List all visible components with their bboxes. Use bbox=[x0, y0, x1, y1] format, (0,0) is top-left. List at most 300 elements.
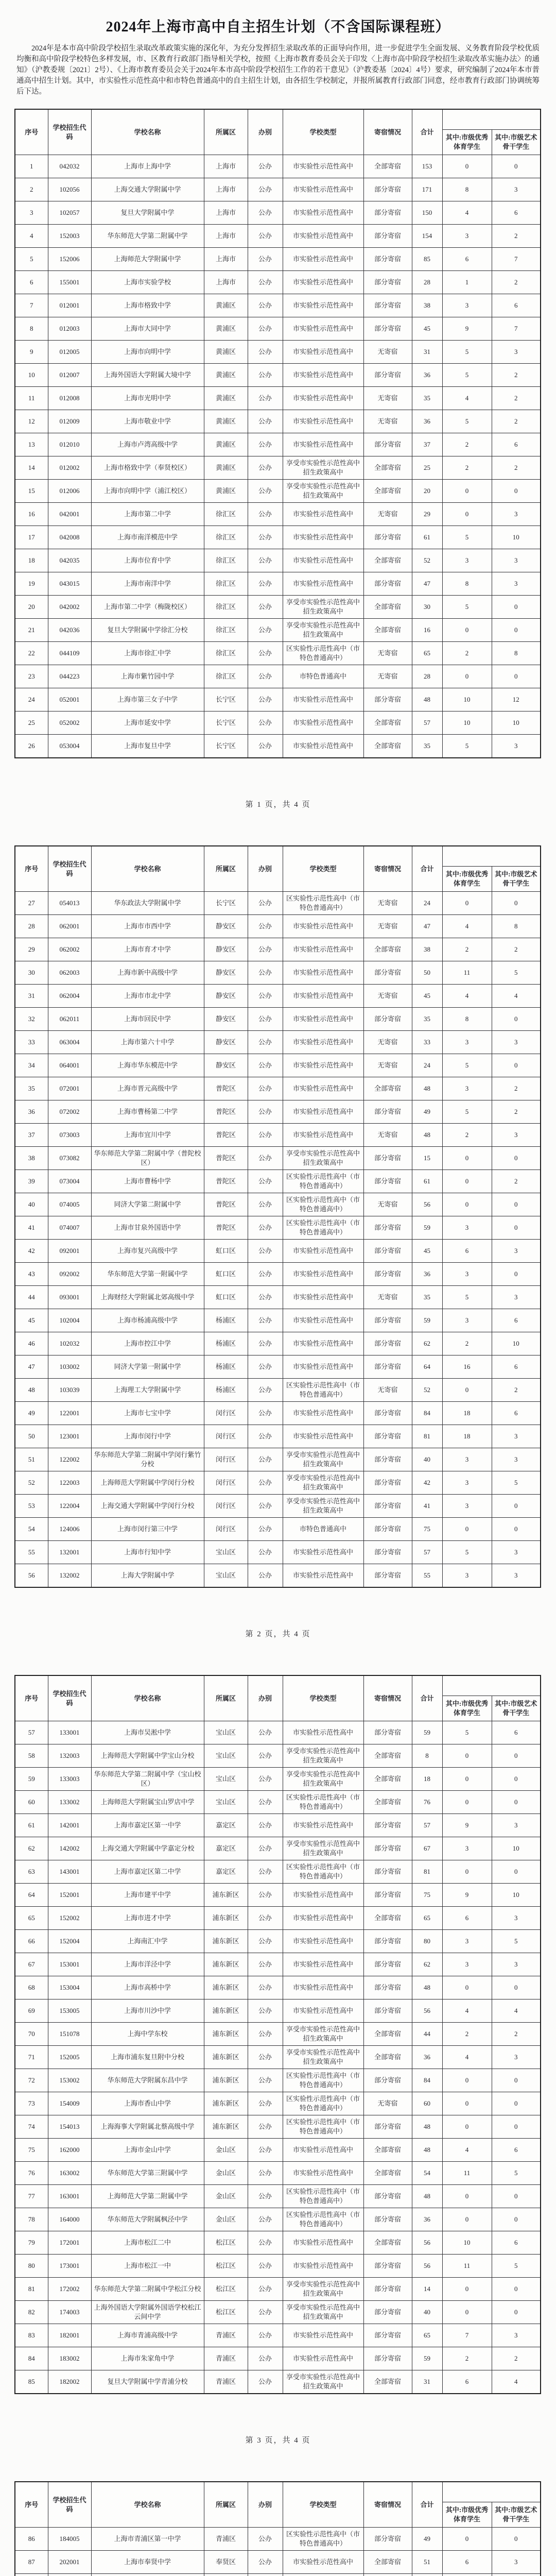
sports-cell: 16 bbox=[442, 1355, 492, 1379]
seq-cell: 55 bbox=[15, 1541, 48, 1564]
school_type-cell: 市实验性示范性高中 bbox=[283, 225, 363, 248]
sports-cell: 11 bbox=[442, 961, 492, 985]
boarding-cell: 部分寄宿 bbox=[363, 1518, 412, 1541]
district-cell: 普陀区 bbox=[204, 1100, 248, 1124]
district-cell: 宝山区 bbox=[204, 1744, 248, 1768]
school_type-cell: 享受市实验性示范性高中招生政策高中 bbox=[283, 2023, 363, 2046]
seq-cell: 63 bbox=[15, 1860, 48, 1884]
code-cell: 012003 bbox=[48, 317, 91, 341]
code-cell: 092001 bbox=[48, 1240, 91, 1263]
code-cell: 012010 bbox=[48, 433, 91, 456]
boarding-cell: 部分寄宿 bbox=[363, 201, 412, 225]
boarding-cell: 部分寄宿 bbox=[363, 1721, 412, 1744]
name-cell: 上海市闵行第三中学 bbox=[91, 1518, 204, 1541]
total-cell: 59 bbox=[412, 2347, 442, 2370]
district-cell: 黄浦区 bbox=[204, 480, 248, 503]
sports-cell: 4 bbox=[442, 201, 492, 225]
sports-cell: 5 bbox=[442, 1286, 492, 1309]
art-cell: 2 bbox=[492, 1077, 541, 1100]
school_type-cell: 市实验性示范性高中 bbox=[283, 364, 363, 387]
name-cell: 上海师范大学附属中学闵行分校 bbox=[91, 1471, 204, 1495]
district-cell: 徐汇区 bbox=[204, 526, 248, 549]
sports-cell: 0 bbox=[442, 2301, 492, 2324]
art-cell: 0 bbox=[492, 1216, 541, 1240]
table-row bbox=[15, 1054, 541, 1077]
district-cell: 黄浦区 bbox=[204, 341, 248, 364]
ownership-cell: 公办 bbox=[248, 294, 283, 317]
ownership-cell: 公办 bbox=[248, 341, 283, 364]
school_type-cell: 区实验性示范性高中（市特色普通高中） bbox=[283, 2069, 363, 2092]
total-cell: 40 bbox=[412, 1448, 442, 1471]
table-row bbox=[15, 2046, 541, 2069]
boarding-cell: 部分寄宿 bbox=[363, 1999, 412, 2023]
name-cell: 复旦大学附属中学 bbox=[91, 201, 204, 225]
ownership-cell: 公办 bbox=[248, 1193, 283, 1216]
sports-cell: 0 bbox=[442, 2069, 492, 2092]
art-cell: 2 bbox=[492, 387, 541, 410]
seq-cell: 22 bbox=[15, 642, 48, 665]
district-cell: 黄浦区 bbox=[204, 387, 248, 410]
seq-cell: 51 bbox=[15, 1448, 48, 1471]
name-cell: 上海市松江二中 bbox=[91, 2231, 204, 2255]
total-cell: 15 bbox=[412, 1147, 442, 1170]
sports-cell: 2 bbox=[442, 1124, 492, 1147]
school_type-cell: 市实验性示范性高中 bbox=[283, 915, 363, 938]
code-cell: 012008 bbox=[48, 387, 91, 410]
header-subtotal-spacer bbox=[442, 2482, 541, 2502]
seq-cell: 29 bbox=[15, 938, 48, 961]
boarding-cell: 全部寄宿 bbox=[363, 2370, 412, 2394]
name-cell: 上海市复兴高级中学 bbox=[91, 1240, 204, 1263]
header-district: 所属区 bbox=[204, 846, 248, 892]
art-cell: 3 bbox=[492, 735, 541, 758]
table-row bbox=[15, 711, 541, 735]
header-name: 学校名称 bbox=[91, 1675, 204, 1721]
table-row bbox=[15, 549, 541, 572]
total-cell: 47 bbox=[412, 572, 442, 596]
name-cell: 上海市吴淞中学 bbox=[91, 1721, 204, 1744]
code-cell: 102032 bbox=[48, 1332, 91, 1355]
seq-cell: 8 bbox=[15, 317, 48, 341]
table-row bbox=[15, 1147, 541, 1170]
ownership-cell: 公办 bbox=[248, 2347, 283, 2370]
art-cell: 0 bbox=[492, 1744, 541, 1768]
table-row bbox=[15, 2115, 541, 2139]
school_type-cell: 市实验性示范性高中 bbox=[283, 2324, 363, 2347]
art-cell: 0 bbox=[492, 1054, 541, 1077]
sports-cell: 0 bbox=[442, 1768, 492, 1791]
total-cell: 81 bbox=[412, 1860, 442, 1884]
art-cell: 0 bbox=[492, 619, 541, 642]
seq-cell: 77 bbox=[15, 2185, 48, 2208]
code-cell: 153001 bbox=[48, 1953, 91, 1976]
boarding-cell: 无寄宿 bbox=[363, 892, 412, 915]
boarding-cell: 全部寄宿 bbox=[363, 1791, 412, 1814]
art-cell: 12 bbox=[492, 688, 541, 711]
art-cell: 10 bbox=[492, 526, 541, 549]
seq-cell: 79 bbox=[15, 2231, 48, 2255]
seq-cell: 9 bbox=[15, 341, 48, 364]
art-cell: 3 bbox=[492, 572, 541, 596]
name-cell: 上海市华东模范中学 bbox=[91, 1054, 204, 1077]
seq-cell: 17 bbox=[15, 526, 48, 549]
district-cell: 徐汇区 bbox=[204, 619, 248, 642]
name-cell: 上海市宜川中学 bbox=[91, 1124, 204, 1147]
intro-paragraph: 2024年是本市高中阶段学校招生录取改革政策实施的深化年，为充分发挥招生录取改革的正面导向作用，进一步促进学生全面发展、义务教育阶段学校优质均衡和高中阶段学校特色多样发展，市、区教育行政部门指导相关学校，按照《上海市教育委员会关于印发〈上海市高中阶段学校招生录取改革实施办法〉的通知》（沪教委规〔2021〕2号）、《上海市教育委员会关于2024年本市高中阶段学校招生工作的若干意见》（沪教委基〔2024〕4号）要求，研究编制了2024年本市普通高中招生计划。其中，市实验性示范性高中和市特色普通高中的自主招生计划，由各招生学校制定，并报所属教育行政部门同意，经市教育行政部门协调统筹后下达。 bbox=[16, 43, 540, 97]
district-cell: 虹口区 bbox=[204, 1263, 248, 1286]
total-cell: 33 bbox=[412, 1031, 442, 1054]
boarding-cell: 部分寄宿 bbox=[363, 1402, 412, 1425]
school_type-cell: 享受市实验性示范性高中招生政策高中 bbox=[283, 1768, 363, 1791]
seq-cell: 11 bbox=[15, 387, 48, 410]
code-cell: 153002 bbox=[48, 2069, 91, 2092]
district-cell: 静安区 bbox=[204, 985, 248, 1008]
sports-cell: 9 bbox=[442, 317, 492, 341]
school_type-cell: 市实验性示范性高中 bbox=[283, 961, 363, 985]
name-cell: 上海市第二中学（梅陇校区） bbox=[91, 596, 204, 619]
seq-cell: 68 bbox=[15, 1976, 48, 1999]
boarding-cell: 无寄宿 bbox=[363, 341, 412, 364]
table-row bbox=[15, 1791, 541, 1814]
code-cell: 012009 bbox=[48, 410, 91, 433]
art-cell: 4 bbox=[492, 1999, 541, 2023]
name-cell: 华东师范大学第二附属中学松江分校 bbox=[91, 2278, 204, 2301]
school_type-cell: 市实验性示范性高中 bbox=[283, 433, 363, 456]
sports-cell: 18 bbox=[442, 1425, 492, 1448]
district-cell: 青浦区 bbox=[204, 2370, 248, 2394]
boarding-cell: 部分寄宿 bbox=[363, 1425, 412, 1448]
total-cell: 29 bbox=[412, 503, 442, 526]
code-cell: 072001 bbox=[48, 1077, 91, 1100]
table-row bbox=[15, 1721, 541, 1744]
district-cell: 浦东新区 bbox=[204, 1884, 248, 1907]
school_type-cell: 区实验性示范性高中（市特色普通高中） bbox=[283, 2185, 363, 2208]
code-cell: 102056 bbox=[48, 178, 91, 201]
table-row bbox=[15, 317, 541, 341]
district-cell: 徐汇区 bbox=[204, 503, 248, 526]
district-cell: 普陀区 bbox=[204, 1216, 248, 1240]
total-cell: 67 bbox=[412, 1837, 442, 1860]
table-row bbox=[15, 2255, 541, 2278]
sports-cell: 3 bbox=[442, 294, 492, 317]
sports-cell: 4 bbox=[442, 915, 492, 938]
header-boarding: 寄宿情况 bbox=[363, 846, 412, 892]
district-cell: 静安区 bbox=[204, 961, 248, 985]
table-row bbox=[15, 1077, 541, 1100]
sports-cell: 0 bbox=[442, 2115, 492, 2139]
name-cell: 上海外国语大学附属外国语学校松江云间中学 bbox=[91, 2301, 204, 2324]
code-cell: 172002 bbox=[48, 2278, 91, 2301]
art-cell: 5 bbox=[492, 1930, 541, 1953]
name-cell: 华东师范大学第二附属中学（普陀校区） bbox=[91, 1147, 204, 1170]
header-district: 所属区 bbox=[204, 109, 248, 155]
school_type-cell: 区实验性示范性高中（市特色普通高中） bbox=[283, 1379, 363, 1402]
ownership-cell: 公办 bbox=[248, 1721, 283, 1744]
boarding-cell: 部分寄宿 bbox=[363, 1170, 412, 1193]
header-sub-art: 其中:市级艺术骨干学生 bbox=[492, 867, 541, 892]
art-cell: 0 bbox=[492, 1768, 541, 1791]
table-row bbox=[15, 1930, 541, 1953]
seq-cell: 54 bbox=[15, 1518, 48, 1541]
name-cell: 华东师范大学附属枫泾中学 bbox=[91, 2208, 204, 2231]
school_type-cell: 市实验性示范性高中 bbox=[283, 2551, 363, 2574]
boarding-cell: 部分寄宿 bbox=[363, 526, 412, 549]
boarding-cell: 无寄宿 bbox=[363, 1124, 412, 1147]
table-row bbox=[15, 387, 541, 410]
art-cell: 3 bbox=[492, 503, 541, 526]
name-cell: 上海市行知中学 bbox=[91, 1541, 204, 1564]
name-cell: 华东师范大学第二附属中学（宝山校区） bbox=[91, 1768, 204, 1791]
sports-cell: 6 bbox=[442, 1240, 492, 1263]
total-cell: 35 bbox=[412, 735, 442, 758]
table-row bbox=[15, 985, 541, 1008]
ownership-cell: 公办 bbox=[248, 619, 283, 642]
art-cell: 3 bbox=[492, 1240, 541, 1263]
code-cell: 042002 bbox=[48, 596, 91, 619]
header-ownership: 办别 bbox=[248, 2482, 283, 2528]
total-cell: 30 bbox=[412, 596, 442, 619]
table-row bbox=[15, 2139, 541, 2162]
code-cell: 062002 bbox=[48, 938, 91, 961]
district-cell: 黄浦区 bbox=[204, 456, 248, 480]
boarding-cell: 无寄宿 bbox=[363, 1054, 412, 1077]
district-cell: 奉贤区 bbox=[204, 2551, 248, 2574]
code-cell: 152005 bbox=[48, 2046, 91, 2069]
school_type-cell: 市实验性示范性高中 bbox=[283, 1564, 363, 1588]
name-cell: 华东师范大学第二附属中学 bbox=[91, 225, 204, 248]
header-name: 学校名称 bbox=[91, 846, 204, 892]
name-cell: 上海交通大学附属中学嘉定分校 bbox=[91, 1837, 204, 1860]
code-cell: 012002 bbox=[48, 456, 91, 480]
name-cell: 上海中学东校 bbox=[91, 2023, 204, 2046]
art-cell: 3 bbox=[492, 1448, 541, 1471]
name-cell: 上海市育才中学 bbox=[91, 938, 204, 961]
name-cell: 同济大学第一附属中学 bbox=[91, 1355, 204, 1379]
school_type-cell: 区实验性示范性高中（市特色普通高中） bbox=[283, 1193, 363, 1216]
boarding-cell: 全部寄宿 bbox=[363, 711, 412, 735]
school_type-cell: 市实验性示范性高中 bbox=[283, 178, 363, 201]
art-cell: 5 bbox=[492, 1471, 541, 1495]
art-cell: 3 bbox=[492, 549, 541, 572]
total-cell: 62 bbox=[412, 1332, 442, 1355]
seq-cell: 31 bbox=[15, 985, 48, 1008]
art-cell: 0 bbox=[492, 2301, 541, 2324]
boarding-cell: 部分寄宿 bbox=[363, 2278, 412, 2301]
school_type-cell: 市实验性示范性高中 bbox=[283, 387, 363, 410]
name-cell: 上海市大同中学 bbox=[91, 317, 204, 341]
code-cell: 142001 bbox=[48, 1814, 91, 1837]
art-cell: 2 bbox=[492, 1170, 541, 1193]
name-cell: 上海市青浦高级中学 bbox=[91, 2324, 204, 2347]
district-cell: 浦东新区 bbox=[204, 1976, 248, 1999]
boarding-cell: 部分寄宿 bbox=[363, 178, 412, 201]
school_type-cell: 市实验性示范性高中 bbox=[283, 1976, 363, 1999]
seq-cell: 69 bbox=[15, 1999, 48, 2023]
sports-cell: 11 bbox=[442, 2255, 492, 2278]
seq-cell: 35 bbox=[15, 1077, 48, 1100]
boarding-cell: 全部寄宿 bbox=[363, 735, 412, 758]
district-cell: 黄浦区 bbox=[204, 364, 248, 387]
code-cell: 093001 bbox=[48, 1286, 91, 1309]
header-total: 合计 bbox=[412, 2482, 442, 2528]
sports-cell: 5 bbox=[442, 1100, 492, 1124]
boarding-cell: 全部寄宿 bbox=[363, 2162, 412, 2185]
total-cell: 28 bbox=[412, 271, 442, 294]
ownership-cell: 公办 bbox=[248, 2231, 283, 2255]
ownership-cell: 公办 bbox=[248, 2046, 283, 2069]
header-district: 所属区 bbox=[204, 2482, 248, 2528]
district-cell: 静安区 bbox=[204, 915, 248, 938]
district-cell: 长宁区 bbox=[204, 711, 248, 735]
boarding-cell: 部分寄宿 bbox=[363, 1263, 412, 1286]
total-cell: 28 bbox=[412, 665, 442, 688]
total-cell: 36 bbox=[412, 410, 442, 433]
boarding-cell: 全部寄宿 bbox=[363, 2046, 412, 2069]
seq-cell: 28 bbox=[15, 915, 48, 938]
total-cell: 61 bbox=[412, 526, 442, 549]
total-cell: 154 bbox=[412, 225, 442, 248]
seq-cell: 21 bbox=[15, 619, 48, 642]
sports-cell: 0 bbox=[442, 892, 492, 915]
district-cell: 徐汇区 bbox=[204, 572, 248, 596]
school_type-cell: 市实验性示范性高中 bbox=[283, 2255, 363, 2278]
total-cell: 62 bbox=[412, 1953, 442, 1976]
code-cell: 182002 bbox=[48, 2370, 91, 2394]
boarding-cell: 部分寄宿 bbox=[363, 2208, 412, 2231]
code-cell: 103039 bbox=[48, 1379, 91, 1402]
boarding-cell: 全部寄宿 bbox=[363, 1744, 412, 1768]
code-cell: 133002 bbox=[48, 1791, 91, 1814]
art-cell: 6 bbox=[492, 294, 541, 317]
art-cell: 2 bbox=[492, 456, 541, 480]
ownership-cell: 公办 bbox=[248, 2069, 283, 2092]
table-row bbox=[15, 688, 541, 711]
name-cell: 上海市南洋模范中学 bbox=[91, 526, 204, 549]
school_type-cell: 享受市实验性示范性高中招生政策高中 bbox=[283, 2301, 363, 2324]
ownership-cell: 公办 bbox=[248, 387, 283, 410]
table-row bbox=[15, 294, 541, 317]
name-cell: 上海市敬业中学 bbox=[91, 410, 204, 433]
table-row bbox=[15, 1448, 541, 1471]
school_type-cell: 市实验性示范性高中 bbox=[283, 341, 363, 364]
table-row bbox=[15, 1495, 541, 1518]
school_type-cell: 市实验性示范性高中 bbox=[283, 1100, 363, 1124]
name-cell: 上海市控江中学 bbox=[91, 1332, 204, 1355]
seq-cell: 36 bbox=[15, 1100, 48, 1124]
total-cell: 57 bbox=[412, 1541, 442, 1564]
seq-cell: 73 bbox=[15, 2092, 48, 2115]
name-cell: 同济大学第二附属中学 bbox=[91, 1193, 204, 1216]
sports-cell: 9 bbox=[442, 1884, 492, 1907]
sports-cell: 10 bbox=[442, 688, 492, 711]
total-cell: 50 bbox=[412, 961, 442, 985]
header-seq: 序号 bbox=[15, 1675, 48, 1721]
name-cell: 上海市徐汇中学 bbox=[91, 642, 204, 665]
sports-cell: 0 bbox=[442, 2208, 492, 2231]
ownership-cell: 公办 bbox=[248, 2551, 283, 2574]
district-cell: 宝山区 bbox=[204, 1768, 248, 1791]
page-number-footer: 第 2 页，共 4 页 bbox=[0, 1628, 556, 1639]
name-cell: 复旦大学附属中学徐汇分校 bbox=[91, 619, 204, 642]
school_type-cell: 市实验性示范性高中 bbox=[283, 1907, 363, 1930]
name-cell: 上海市位育中学 bbox=[91, 549, 204, 572]
district-cell: 宝山区 bbox=[204, 1541, 248, 1564]
sports-cell: 0 bbox=[442, 480, 492, 503]
district-cell: 浦东新区 bbox=[204, 1953, 248, 1976]
total-cell: 56 bbox=[412, 1193, 442, 1216]
school_type-cell: 市实验性示范性高中 bbox=[283, 1008, 363, 1031]
seq-cell bbox=[15, 2574, 48, 2576]
sports-cell: 0 bbox=[442, 2278, 492, 2301]
name-cell: 上海市朱家角中学 bbox=[91, 2347, 204, 2370]
sports-cell: 3 bbox=[442, 1216, 492, 1240]
name-cell: 上海师范大学附属中学 bbox=[91, 248, 204, 271]
seq-cell: 58 bbox=[15, 1744, 48, 1768]
district-cell: 徐汇区 bbox=[204, 642, 248, 665]
total-cell: 45 bbox=[412, 985, 442, 1008]
code-cell: 172001 bbox=[48, 2231, 91, 2255]
total-cell: 24 bbox=[412, 1054, 442, 1077]
ownership-cell: 公办 bbox=[248, 1541, 283, 1564]
boarding-cell: 部分寄宿 bbox=[363, 1495, 412, 1518]
total-cell: 35 bbox=[412, 387, 442, 410]
school_type-cell: 区实验性示范性高中（市特色普通高中） bbox=[283, 2528, 363, 2551]
boarding-cell: 部分寄宿 bbox=[363, 1100, 412, 1124]
code-cell: 052002 bbox=[48, 711, 91, 735]
table-row bbox=[15, 2162, 541, 2185]
code-cell: 124006 bbox=[48, 1518, 91, 1541]
code-cell: 153005 bbox=[48, 1999, 91, 2023]
seq-cell: 16 bbox=[15, 503, 48, 526]
table-row bbox=[15, 2574, 541, 2576]
boarding-cell: 部分寄宿 bbox=[363, 2185, 412, 2208]
code-cell: 102004 bbox=[48, 1309, 91, 1332]
table-row bbox=[15, 1031, 541, 1054]
code-cell: 122003 bbox=[48, 1471, 91, 1495]
boarding-cell: 全部寄宿 bbox=[363, 938, 412, 961]
school_type-cell: 享受市实验性示范性高中招生政策高中 bbox=[283, 456, 363, 480]
district-cell: 上海市 bbox=[204, 248, 248, 271]
seq-cell: 6 bbox=[15, 271, 48, 294]
boarding-cell: 无寄宿 bbox=[363, 1379, 412, 1402]
code-cell: 133001 bbox=[48, 1721, 91, 1744]
ownership-cell: 公办 bbox=[248, 2255, 283, 2278]
district-cell: 浦东新区 bbox=[204, 2069, 248, 2092]
total-cell: 84 bbox=[412, 1402, 442, 1425]
seq-cell: 56 bbox=[15, 1564, 48, 1588]
art-cell: 3 bbox=[492, 2551, 541, 2574]
boarding-cell: 部分寄宿 bbox=[363, 1240, 412, 1263]
boarding-cell: 无寄宿 bbox=[363, 985, 412, 1008]
boarding-cell: 全部寄宿 bbox=[363, 1768, 412, 1791]
district-cell: 杨浦区 bbox=[204, 1309, 248, 1332]
district-cell: 嘉定区 bbox=[204, 1814, 248, 1837]
art-cell: 0 bbox=[492, 2069, 541, 2092]
header-sub-art: 其中:市级艺术骨干学生 bbox=[492, 2502, 541, 2528]
district-cell: 金山区 bbox=[204, 2162, 248, 2185]
sports-cell: 3 bbox=[442, 1837, 492, 1860]
name-cell: 上海市川沙中学 bbox=[91, 1999, 204, 2023]
district-cell: 黄浦区 bbox=[204, 317, 248, 341]
sports-cell: 5 bbox=[442, 1054, 492, 1077]
seq-cell: 76 bbox=[15, 2162, 48, 2185]
total-cell: 25 bbox=[412, 456, 442, 480]
sports-cell: 2 bbox=[442, 433, 492, 456]
school_type-cell: 享受市实验性示范性高中招生政策高中 bbox=[283, 596, 363, 619]
sports-cell: 5 bbox=[442, 364, 492, 387]
seq-cell: 2 bbox=[15, 178, 48, 201]
code-cell: 042035 bbox=[48, 549, 91, 572]
